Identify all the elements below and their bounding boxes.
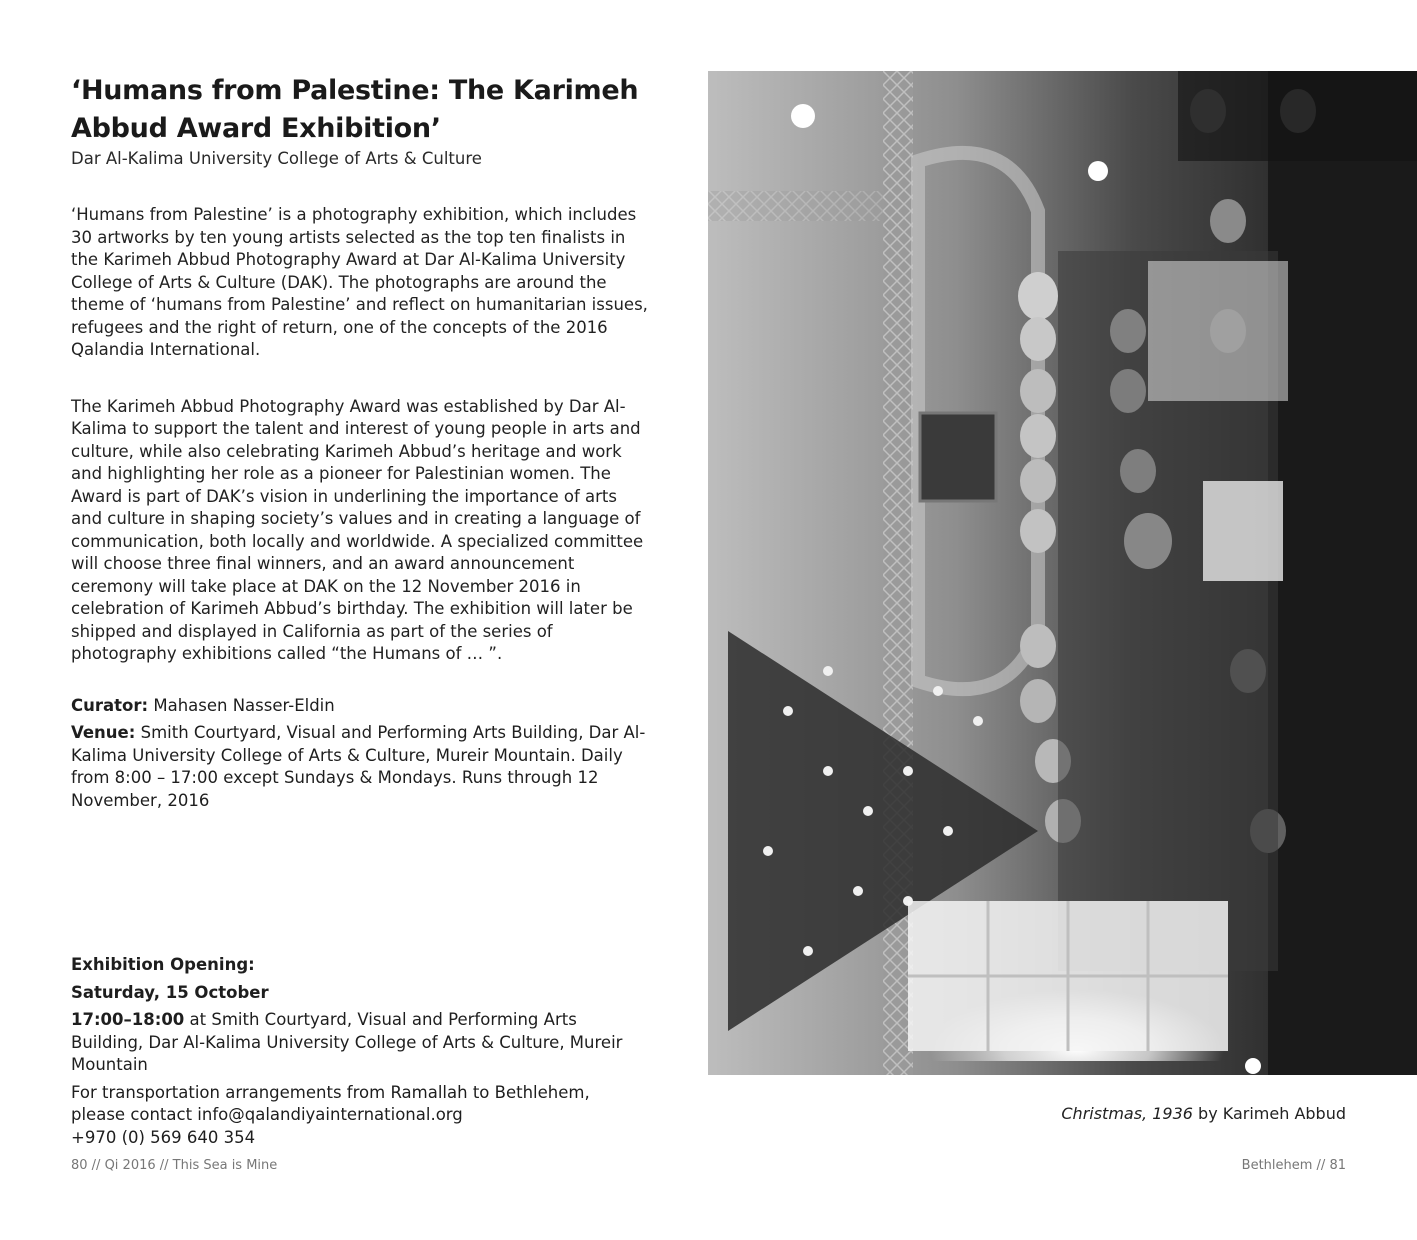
article-subtitle: Dar Al-Kalima University College of Arts & Culture <box>71 149 482 168</box>
paragraph-1: ‘Humans from Palestine’ is a photography exhibition, which includes 30 artworks by ten young artists selected as the top ten finalists in the Karimeh Abbud Photography Award at Dar Al-Kalima University College of Arts & Culture (DAK). The photographs are around the theme of ‘humans from Palestine’ and reflect on humanitarian issues, refugees and the right of return, one of the concepts of the 2016 Qalandia International. <box>71 205 648 359</box>
paragraph-2: The Karimeh Abbud Photography Award was established by Dar Al-Kalima to support the talent and interest of young people in arts and culture, while also celebrating Karimeh Abbud’s heritage and work and highlighting her role as a pioneer for Palestinian women. The Award is part of DAK’s vision in underlining the importance of arts and culture in shaping society’s values and in creating a language of communication, both locally and worldwide. A specialized committee will choose three final winners, and an award announcement ceremony will take place at DAK on the 12 November 2016 in celebration of Karimeh Abbud’s birthday. The exhibition will later be shipped and displayed in California as part of the series of photography exhibitions called “the Humans of … ”. <box>71 396 644 663</box>
christmas-photograph <box>708 71 1417 1075</box>
article-title-line1: ‘Humans from Palestine: The Karimeh <box>71 75 639 106</box>
venue-label: Venue: <box>71 723 136 742</box>
curator-line <box>71 695 651 718</box>
exhibition-info <box>71 695 651 813</box>
folio-right: Bethlehem // 81 <box>1241 1158 1346 1173</box>
opening-heading: Exhibition Opening: <box>71 955 255 974</box>
contact-phone: +970 (0) 569 640 354 <box>71 1127 256 1147</box>
opening-time: 17:00–18:00 <box>71 1010 185 1029</box>
article <box>71 72 651 817</box>
transport-line-2: please contact info@qalandiyainternational.org <box>71 1105 463 1124</box>
folio-left: 80 // Qi 2016 // This Sea is Mine <box>71 1158 278 1173</box>
exhibition-opening <box>71 954 651 1149</box>
venue-line <box>71 722 651 812</box>
article-title <box>71 72 651 148</box>
photograph-image <box>708 71 1417 1075</box>
opening-location: at Smith Courtyard, Visual and Performing Arts Building, Dar Al-Kalima University College of Arts & Culture, Mureir Mountain <box>71 1010 623 1074</box>
curator-label: Curator: <box>71 695 149 715</box>
opening-time-location <box>71 1009 651 1077</box>
curator-value: Mahasen Nasser-Eldin <box>153 695 335 715</box>
transport-line-1: For transportation arrangements from Ramallah to Bethlehem, <box>71 1082 590 1102</box>
caption-credit: by Karimeh Abbud <box>1198 1104 1346 1123</box>
venue-value: Smith Courtyard, Visual and Performing Arts Building, Dar Al-Kalima University College of Arts & Culture, Mureir Mountain. Daily from 8:00 – 17:00 except Sundays & Mondays. Runs through 12 November, 2016 <box>71 723 646 810</box>
opening-date: Saturday, 15 October <box>71 982 269 1002</box>
caption-title: Christmas, 1936 <box>1061 1104 1193 1123</box>
article-title-line2: Abbud Award Exhibition’ <box>71 113 441 144</box>
photo-caption <box>1061 1104 1346 1123</box>
